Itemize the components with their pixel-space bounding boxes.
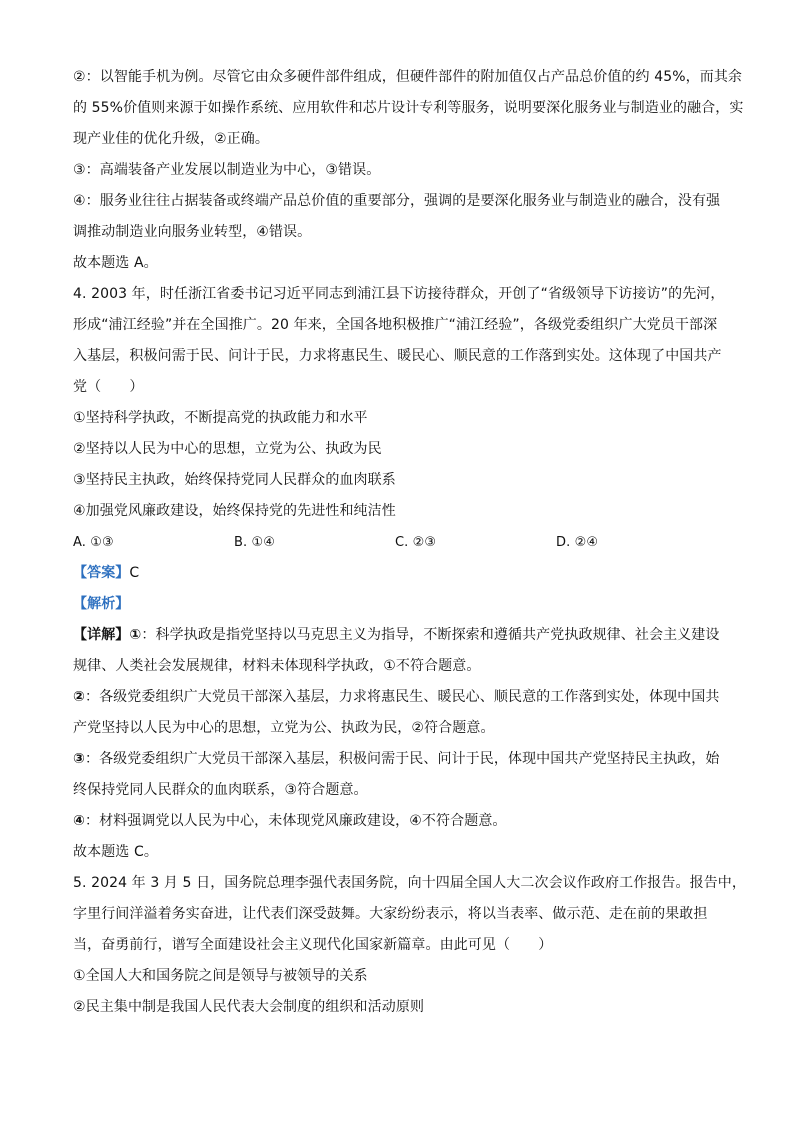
q5-item-2: ②民主集中制是我国人民代表大会制度的组织和活动原则: [73, 999, 425, 1015]
detail-1-number: ①: [129, 627, 142, 643]
detail-3-number: ③: [73, 751, 85, 767]
q3-analysis-2-line2: 的 55%价值则来源于如操作系统、应用软件和芯片设计专利等服务，说明要深化服务业与制造业的融合，实: [73, 100, 744, 116]
q4-stem-line3: 入基层，积极问需于民、问计于民，力求将惠民生、暖民心、顺民意的工作落到实处。这体现了中国共产: [73, 348, 722, 364]
q4-detail-4-line1: [73, 806, 723, 837]
q4-option-c: C. ②③: [395, 535, 437, 550]
q4-options: [73, 527, 723, 558]
analysis-tag: 【解析】: [73, 596, 130, 612]
q4-detail-1-line1: [73, 620, 723, 651]
detail-tag: 【详解】: [73, 627, 130, 643]
q4-item-1: ①坚持科学执政，不断提高党的执政能力和水平: [73, 410, 368, 426]
q4-item-3: ③坚持民主执政，始终保持党同人民群众的血肉联系: [73, 472, 396, 488]
q4-detail-2-line2: 产党坚持以人民为中心的思想，立党为公、执政为民，②符合题意。: [73, 720, 495, 736]
q4-option-d: D. ②④: [556, 535, 599, 550]
q5-stem-line3: 当，奋勇前行，谱写全面建设社会主义现代化国家新篇章。由此可见（ ）: [73, 937, 553, 953]
q3-analysis-2-line3: 现产业佳的优化升级，②正确。: [73, 131, 269, 147]
q4-conclusion: 故本题选 C。: [73, 844, 158, 860]
q4-detail-3-line2: 终保持党同人民群众的血肉联系，③符合题意。: [73, 782, 368, 798]
detail-4-text: ：材料强调党以人民为中心，未体现党风廉政建设，④不符合题意。: [84, 813, 507, 829]
detail-2-text: ：各级党委组织广大党员干部深入基层，力求将惠民生、暖民心、顺民意的工作落到实处，体现中国共: [84, 689, 720, 705]
detail-3-text: ：各级党委组织广大党员干部深入基层，积极问需于民、问计于民，体现中国共产党坚持民主执政，始: [84, 751, 720, 767]
answer-tag: 【答案】: [73, 565, 130, 581]
q4-detail-2-line1: [73, 682, 723, 713]
q3-conclusion: 故本题选 A。: [73, 255, 158, 271]
detail-1-text: ：科学执政是指党坚持以马克思主义为指导，不断探索和遵循共产党执政规律、社会主义建设: [141, 627, 720, 643]
q4-detail-1-line2: 规律、人类社会发展规律，材料未体现科学执政，①不符合题意。: [73, 658, 481, 674]
q3-analysis-3: ③：高端装备产业发展以制造业为中心，③错误。: [73, 162, 381, 178]
q3-analysis-2-line1: ②：以智能手机为例。尽管它由众多硬件部件组成，但硬件部件的附加值仅占产品总价值的约 45%，而其余: [73, 69, 743, 85]
detail-2-number: ②: [73, 689, 85, 705]
document-page: [73, 62, 746, 1023]
q5-stem-line1: 5. 2024 年 3 月 5 日，国务院总理李强代表国务院，向十四届全国人大二次会议作政府工作报告。报告中，: [73, 875, 746, 891]
q4-option-a: A. ①③: [73, 535, 114, 550]
q4-detail-3-line1: [73, 744, 723, 775]
q4-item-2: ②坚持以人民为中心的思想，立党为公、执政为民: [73, 441, 382, 457]
q4-option-b: B. ①④: [234, 535, 275, 550]
q4-stem-line1: 4. 2003 年，时任浙江省委书记习近平同志到浦江县下访接待群众，开创了“省级领导下访接访”的先河，: [73, 286, 725, 302]
q3-analysis-4-line1: ④：服务业往往占据装备或终端产品总价值的重要部分，强调的是要深化服务业与制造业的融合，没有强: [73, 193, 721, 209]
answer-value: C: [129, 565, 140, 581]
q3-analysis-4-line2: 调推动制造业向服务业转型，④错误。: [73, 224, 312, 240]
q4-stem-line4: 党（ ）: [73, 379, 144, 395]
q4-stem-line2: 形成“浦江经验”并在全国推广。20 年来，全国各地积极推广“浦江经验”，各级党委组织广大党员干部深: [73, 317, 718, 333]
q4-analysis-heading: [73, 589, 723, 620]
q5-item-1: ①全国人大和国务院之间是领导与被领导的关系: [73, 968, 368, 984]
q5-stem-line2: 字里行间洋溢着务实奋进，让代表们深受鼓舞。大家纷纷表示，将以当表率、做示范、走在前的果敢担: [73, 906, 708, 922]
detail-4-number: ④: [73, 813, 85, 829]
q4-answer: [73, 558, 723, 589]
q4-item-4: ④加强党风廉政建设，始终保持党的先进性和纯洁性: [73, 503, 396, 519]
